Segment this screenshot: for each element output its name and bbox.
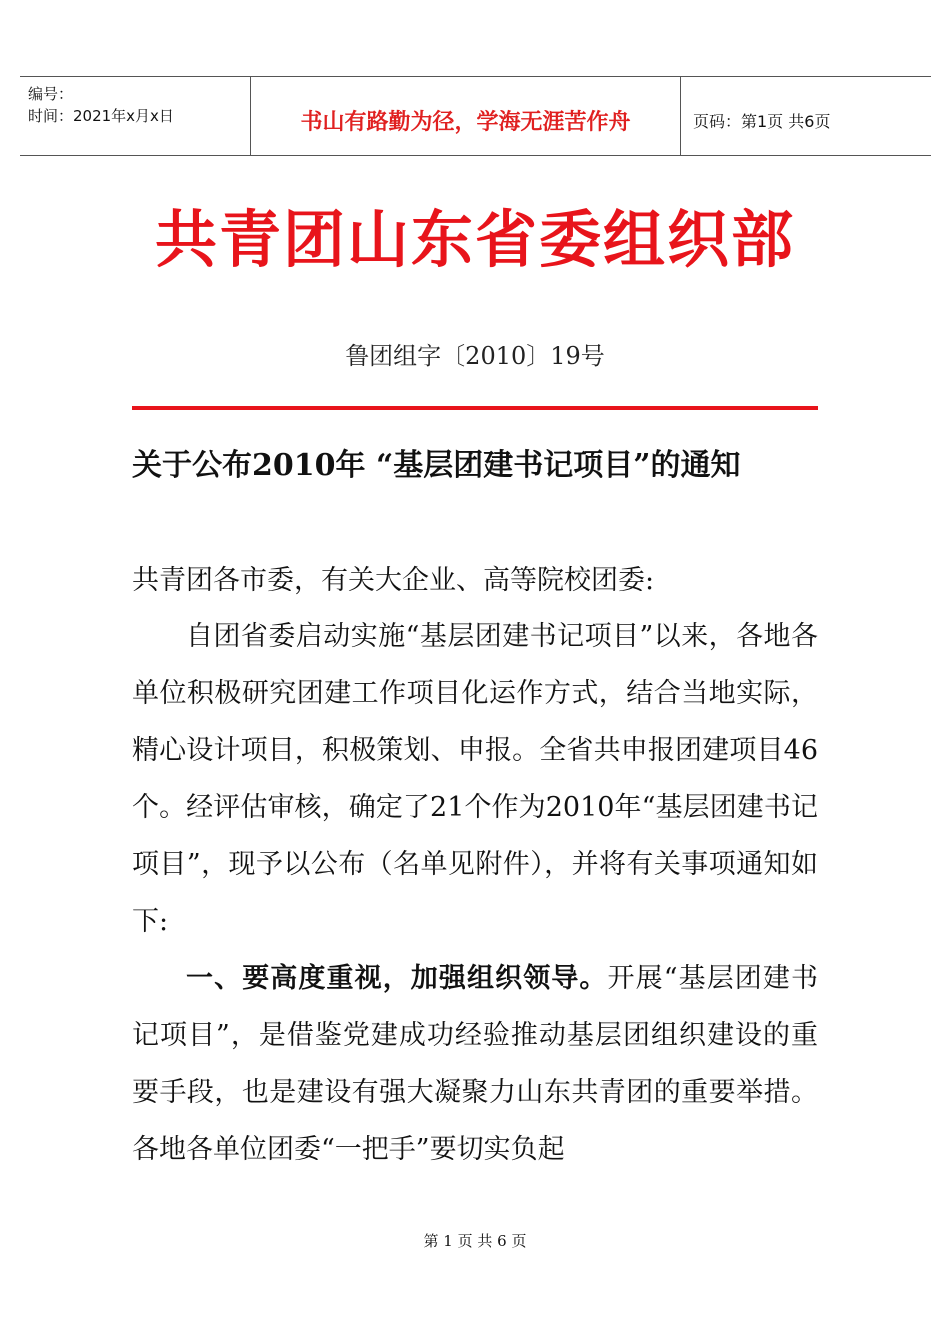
document-number-label: 编号：: [28, 85, 74, 103]
organization-title: 共青团山东省委组织部: [154, 203, 795, 276]
body-paragraph: [132, 608, 818, 950]
page-footer: 第 1 页 共 6 页: [423, 1232, 527, 1250]
paragraph-2-text: [132, 950, 818, 1178]
header-table: [20, 76, 931, 156]
red-divider-rule: [132, 406, 818, 410]
document-reference-number: 鲁团组字〔2010〕19号: [345, 342, 605, 370]
document-time-label: 时间：2021年x月x日: [28, 107, 174, 125]
header-motto-cell: [251, 77, 681, 155]
body-paragraph: [132, 950, 818, 1178]
header-meta-cell: [20, 77, 251, 155]
paragraph-2-lead: 一、要高度重视，加强组织领导。: [186, 963, 608, 994]
notice-title: 关于公布2010年 “基层团建书记项目”的通知: [132, 448, 741, 483]
header-motto: 书山有路勤为径，学海无涯苦作舟: [300, 110, 631, 135]
salutation: 共青团各市委，有关大企业、高等院校团委:: [132, 565, 655, 596]
header-page-info: 页码：第1页 共6页: [693, 112, 831, 131]
paragraph-2-rest: 开展“基层团建书记项目”，是借鉴党建成功经验推动基层团组织建设的重要手段，也是建设有强大凝聚力山东共青团的重要举措。各地各单位团委“一把手”要切实负起: [132, 963, 818, 1165]
header-page-cell: [681, 77, 931, 155]
paragraph-1-text: 自团省委启动实施“基层团建书记项目”以来，各地各单位积极研究团建工作项目化运作方式，结合当地实际，精心设计项目，积极策划、申报。全省共申报团建项目46个。经评估审核，确定了21个作为2010年“基层团建书记项目”，现予以公布（名单见附件），并将有关事项通知如下:: [132, 621, 818, 937]
